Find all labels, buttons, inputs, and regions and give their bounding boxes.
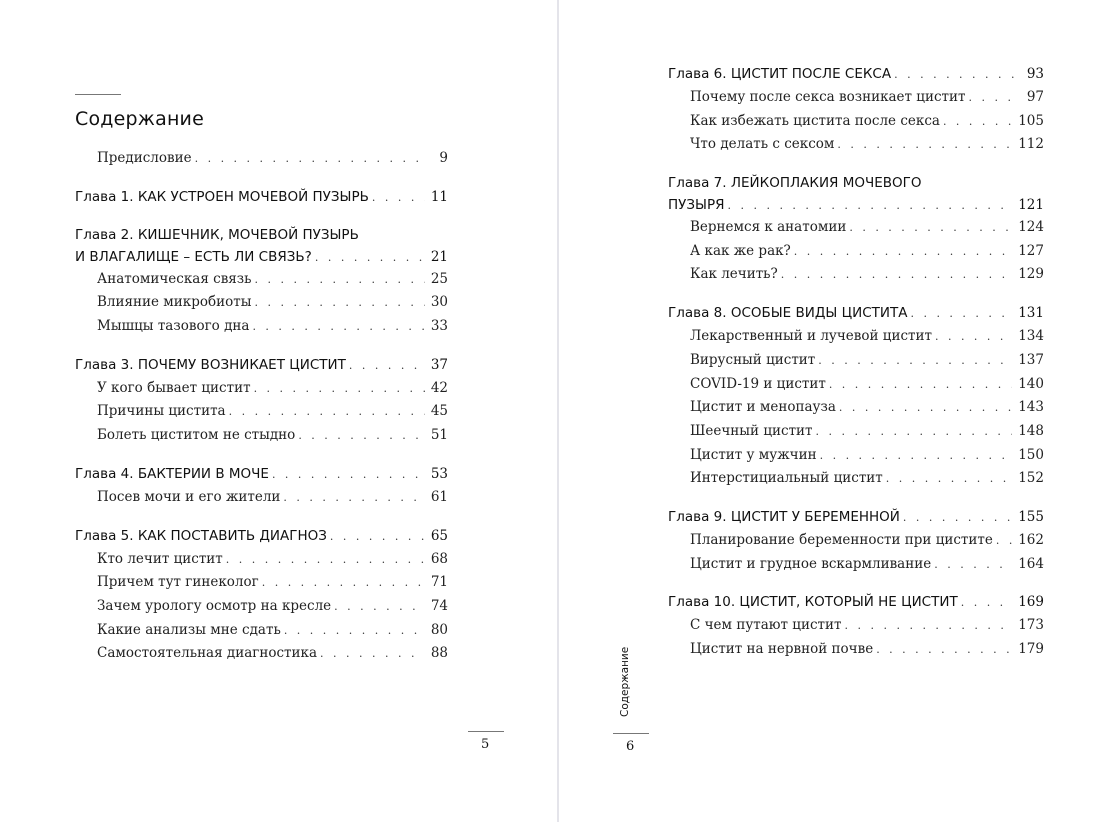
entry-page-number: 61	[430, 488, 448, 505]
toc-section-entry	[668, 556, 1044, 580]
entry-label: Глава 9. ЦИСТИТ У БЕРЕМЕННОЙ	[668, 508, 900, 525]
toc-chapter-entry	[75, 227, 448, 271]
toc-section-entry	[668, 399, 1044, 423]
entry-label: Какие анализы мне сдать	[97, 621, 281, 638]
toc-section-entry	[668, 376, 1044, 400]
entry-page-number: 137	[1018, 351, 1044, 368]
entry-label: Болеть циститом не стыдно	[97, 427, 296, 444]
toc-section-entry	[75, 598, 448, 622]
entry-page-number: 179	[1018, 641, 1044, 657]
toc-section-entry	[668, 532, 1044, 556]
dot-leader	[996, 534, 1012, 547]
entry-label: Почему после секса возникает цистит	[690, 89, 966, 105]
entry-page-number: 45	[430, 403, 448, 420]
entry-label: Глава 7. ЛЕЙКОПЛАКИЯ МОЧЕВОГО	[668, 175, 922, 192]
toc-section-entry	[75, 489, 448, 513]
page-number: 6	[626, 739, 635, 754]
entry-page-number: 11	[430, 188, 448, 205]
dot-leader	[262, 576, 425, 589]
entry-label: Мышцы тазового дна	[97, 318, 250, 335]
entry-page-number: 121	[1018, 197, 1044, 214]
entry-label: Анатомическая связь	[97, 270, 252, 287]
entry-page-number: 33	[430, 318, 448, 335]
dot-leader	[254, 382, 425, 395]
entry-label: Цистит у мужчин	[690, 446, 817, 463]
entry-page-number: 134	[1018, 328, 1044, 345]
entry-label: Глава 6. ЦИСТИТ ПОСЛЕ СЕКСА	[668, 66, 892, 82]
page-number: 5	[481, 737, 490, 752]
toc-section-entry	[75, 574, 448, 598]
entry-page-number: 155	[1018, 508, 1044, 525]
right-page	[559, 0, 1118, 822]
toc-section-entry	[668, 641, 1044, 665]
toc-section-entry	[668, 352, 1044, 376]
entry-line	[668, 197, 1044, 219]
entry-page-number: 173	[1018, 617, 1044, 634]
toc-section-entry	[668, 243, 1044, 267]
entry-page-number: 140	[1018, 375, 1044, 392]
toc-section-entry	[668, 423, 1044, 447]
top-rule	[75, 94, 121, 95]
dot-leader	[910, 307, 1012, 320]
left-page	[0, 0, 557, 822]
entry-label: Как избежать цистита после секса	[690, 112, 940, 129]
entry-label: Посев мочи и его жители	[97, 488, 281, 505]
entry-page-number: 71	[430, 574, 448, 591]
entry-page-number: 112	[1018, 136, 1044, 153]
toc-chapter-entry	[668, 509, 1044, 532]
toc-section-entry	[75, 403, 448, 427]
toc-chapter-entry	[668, 175, 1044, 219]
entry-page-number: 30	[430, 294, 448, 311]
toc-section-entry	[668, 89, 1044, 113]
running-head	[618, 648, 632, 718]
dot-leader	[195, 152, 428, 165]
dot-leader	[794, 245, 1012, 258]
toc-section-entry	[668, 617, 1044, 641]
toc-section-entry	[75, 551, 448, 575]
toc-chapter-entry	[75, 528, 448, 551]
dot-leader	[283, 491, 424, 504]
toc-section-entry	[668, 136, 1044, 160]
dot-leader	[894, 68, 1021, 81]
entry-page-number: 88	[430, 645, 448, 662]
toc-section-entry	[668, 447, 1044, 471]
dot-leader	[818, 354, 1012, 367]
entry-label: Глава 2. КИШЕЧНИК, МОЧЕВОЙ ПУЗЫРЬ	[75, 226, 359, 243]
dot-leader	[886, 472, 1012, 485]
entry-label: Глава 5. КАК ПОСТАВИТЬ ДИАГНОЗ	[75, 527, 327, 544]
entry-page-number: 42	[430, 379, 448, 396]
entry-label: Интерстициальный цистит	[690, 470, 883, 487]
entry-label: Причины цистита	[97, 403, 226, 420]
toc-section-entry	[75, 271, 448, 295]
entry-label: Глава 4. БАКТЕРИИ В МОЧЕ	[75, 465, 269, 482]
dot-leader	[903, 511, 1012, 524]
toc-section-entry	[668, 266, 1044, 290]
entry-label: Глава 10. ЦИСТИТ, КОТОРЫЙ НЕ ЦИСТИТ	[668, 594, 958, 611]
toc-section-entry	[75, 380, 448, 404]
toc-chapter-entry	[75, 357, 448, 380]
entry-label: Лекарственный и лучевой цистит	[690, 328, 932, 345]
dot-leader	[226, 553, 425, 566]
entry-label: Цистит и менопауза	[690, 399, 836, 416]
entry-label: Что делать с сексом	[690, 136, 835, 153]
entry-page-number: 53	[430, 465, 448, 482]
toc-chapter-entry	[668, 66, 1044, 89]
entry-page-number: 127	[1018, 242, 1044, 259]
entry-page-number: 97	[1026, 89, 1044, 105]
dot-leader	[320, 647, 425, 660]
entry-label: А как же рак?	[690, 242, 791, 259]
toc-chapter-entry	[668, 594, 1044, 617]
dot-leader	[837, 138, 1012, 151]
entry-page-number: 131	[1018, 305, 1044, 322]
toc-section-entry	[75, 622, 448, 646]
toc-section-entry	[75, 294, 448, 318]
entry-label: COVID-19 и цистит	[690, 375, 826, 392]
dot-leader	[934, 558, 1012, 571]
dot-leader	[298, 429, 425, 442]
dot-leader	[372, 191, 425, 204]
entry-page-number: 51	[430, 427, 448, 444]
entry-label: Как лечить?	[690, 266, 778, 283]
entry-page-number: 25	[430, 270, 448, 287]
entry-label: Планирование беременности при цистите	[690, 531, 993, 548]
dot-leader	[315, 251, 425, 264]
toc-section-entry	[75, 318, 448, 342]
dot-leader	[252, 320, 424, 333]
toc-section-entry	[668, 470, 1044, 494]
toc-chapter-entry	[75, 466, 448, 489]
entry-page-number: 164	[1018, 555, 1044, 572]
entry-page-number: 21	[430, 248, 448, 265]
entry-page-number: 162	[1018, 531, 1044, 548]
entry-page-number: 152	[1018, 470, 1044, 487]
dot-leader	[820, 449, 1013, 462]
toc-chapter-entry	[668, 305, 1044, 328]
entry-page-number: 37	[430, 356, 448, 373]
toc-list-right	[668, 66, 1044, 665]
toc-section-entry	[75, 427, 448, 451]
entry-page-number: 129	[1018, 266, 1044, 283]
entry-page-number: 148	[1018, 422, 1044, 439]
entry-page-number: 74	[430, 597, 448, 614]
toc-section-entry	[75, 645, 448, 669]
entry-label: У кого бывает цистит	[97, 379, 251, 396]
entry-label: С чем путают цистит	[690, 617, 842, 634]
dot-leader	[876, 643, 1012, 656]
dot-leader	[254, 296, 424, 309]
entry-label: Кто лечит цистит	[97, 550, 223, 567]
entry-line	[75, 249, 448, 271]
dot-leader	[727, 199, 1012, 212]
entry-label: Причем тут гинеколог	[97, 574, 259, 591]
entry-page-number: 93	[1026, 66, 1044, 82]
entry-label: Влияние микробиоты	[97, 294, 252, 311]
toc-section-entry	[668, 328, 1044, 352]
entry-label: Предисловие	[97, 150, 192, 166]
entry-page-number: 169	[1018, 594, 1044, 611]
entry-page-number: 105	[1018, 112, 1044, 129]
entry-page-number: 124	[1018, 219, 1044, 236]
entry-label-continued: ПУЗЫРЯ	[668, 197, 725, 214]
toc-list-left	[75, 150, 448, 669]
toc-section-entry	[668, 219, 1044, 243]
entry-label: Цистит на нервной почве	[690, 641, 874, 657]
toc-section-entry	[75, 150, 448, 174]
toc-chapter-entry	[75, 189, 448, 212]
dot-leader	[284, 624, 425, 637]
page-title: Содержание	[75, 108, 204, 130]
dot-leader	[935, 330, 1012, 343]
dot-leader	[272, 468, 425, 481]
dot-leader	[829, 378, 1012, 391]
toc-section-entry	[668, 113, 1044, 137]
dot-leader	[781, 268, 1012, 281]
entry-label: Вернемся к анатомии	[690, 219, 847, 236]
entry-label: Глава 8. ОСОБЫЕ ВИДЫ ЦИСТИТА	[668, 305, 908, 322]
entry-page-number: 9	[439, 150, 448, 166]
dot-leader	[334, 600, 425, 613]
entry-page-number: 65	[430, 527, 448, 544]
entry-label: Вирусный цистит	[690, 351, 816, 368]
entry-label: Самостоятельная диагностика	[97, 645, 317, 662]
dot-leader	[844, 619, 1012, 632]
dot-leader	[330, 530, 425, 543]
dot-leader	[961, 596, 1013, 609]
entry-label: Цистит и грудное вскармливание	[690, 555, 932, 572]
dot-leader	[839, 401, 1012, 414]
entry-page-number: 143	[1018, 399, 1044, 416]
entry-label: Глава 3. ПОЧЕМУ ВОЗНИКАЕТ ЦИСТИТ	[75, 356, 346, 373]
dot-leader	[816, 425, 1013, 438]
running-head-text: Содержание	[619, 646, 631, 717]
entry-label: Глава 1. КАК УСТРОЕН МОЧЕВОЙ ПУЗЫРЬ	[75, 188, 369, 205]
footer-rule	[613, 733, 649, 734]
dot-leader	[349, 359, 425, 372]
entry-label: Шеечный цистит	[690, 422, 813, 439]
footer-rule	[468, 731, 504, 732]
entry-page-number: 80	[430, 621, 448, 638]
entry-label: Зачем урологу осмотр на кресле	[97, 597, 332, 614]
dot-leader	[943, 115, 1012, 128]
dot-leader	[229, 405, 425, 418]
dot-leader	[849, 221, 1012, 234]
dot-leader	[968, 91, 1020, 104]
entry-page-number: 68	[430, 550, 448, 567]
entry-page-number: 150	[1018, 446, 1044, 463]
entry-label-continued: И ВЛАГАЛИЩЕ – ЕСТЬ ЛИ СВЯЗЬ?	[75, 248, 312, 265]
dot-leader	[255, 273, 425, 286]
